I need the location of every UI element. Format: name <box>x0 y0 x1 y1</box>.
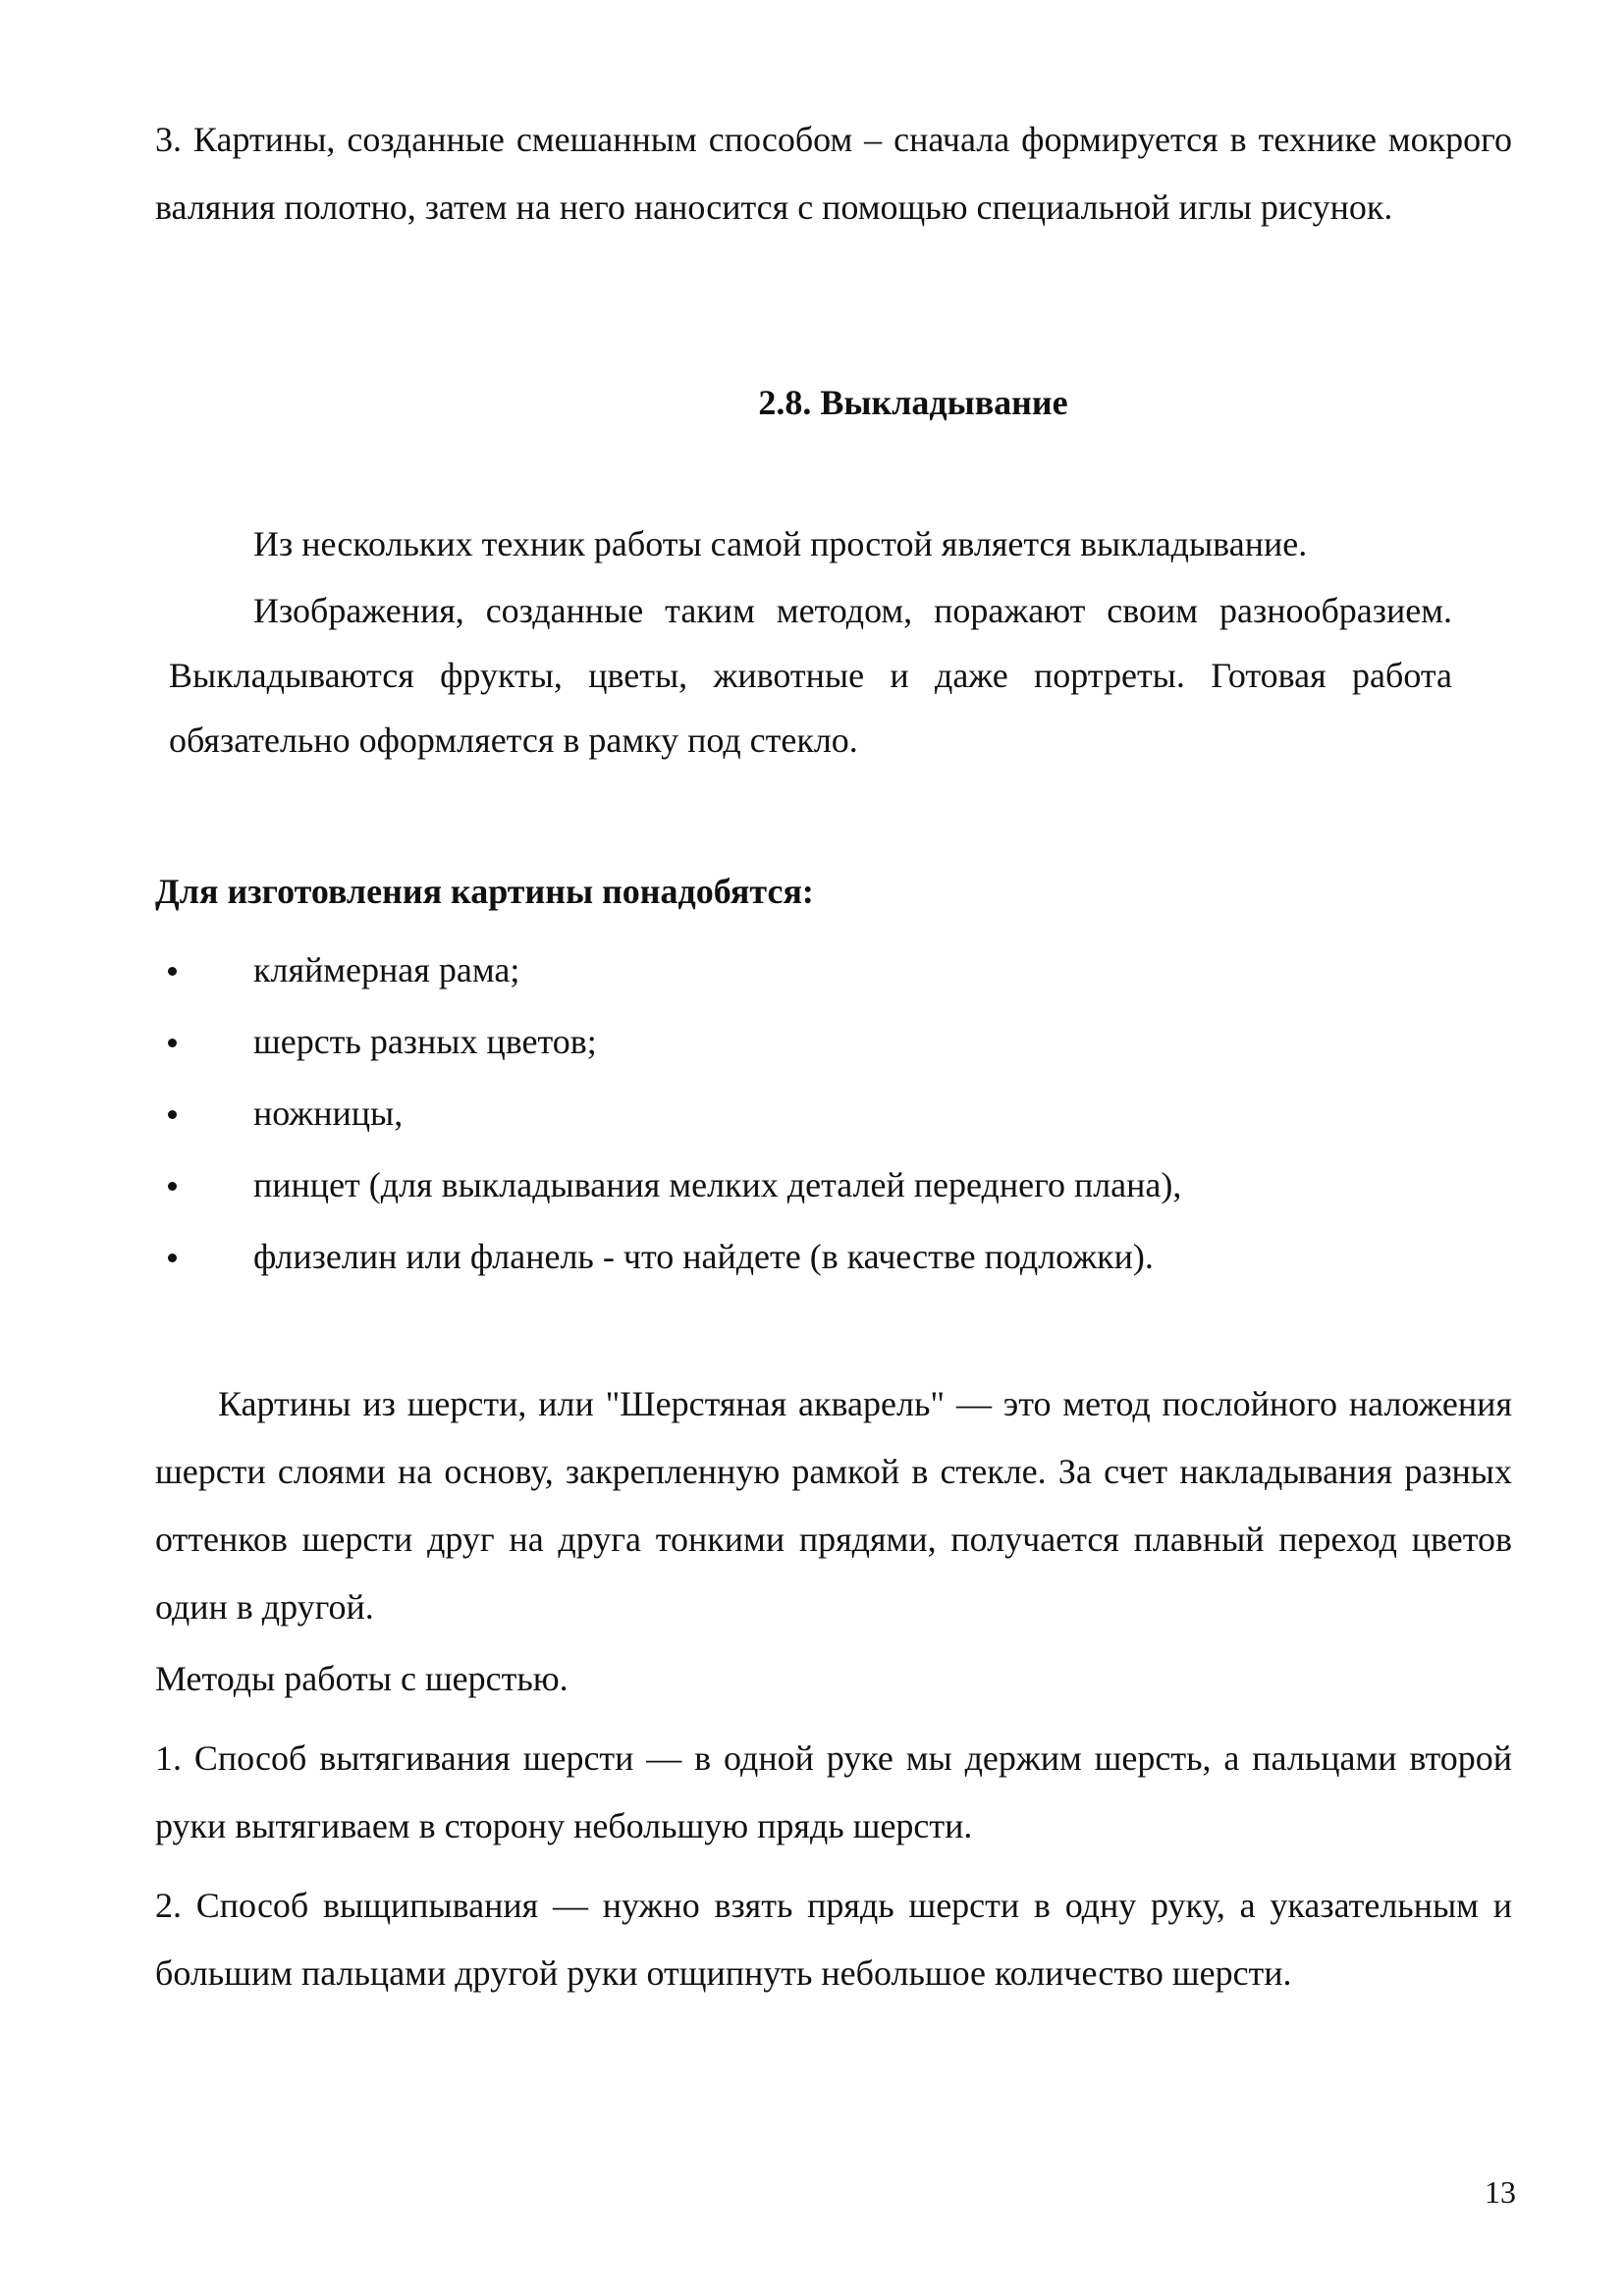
paragraph-wool-watercolor: Картины из шерсти, или "Шерстяная акварель" — это метод послойного наложения шерсти слоями на основу, закрепленную рамкой в стекле. За счет накладывания разных оттенков шерсти друг на друга тонкими прядями, получается плавный переход цветов один в другой. <box>155 1384 1512 1627</box>
section-heading: 2.8. Выкладывание <box>758 383 1068 422</box>
bullet-icon <box>168 1110 177 1119</box>
bullet-icon <box>168 967 177 976</box>
list-item-text: флизелин или фланель - что найдете (в качестве подложки). <box>253 1237 1154 1276</box>
list-item <box>155 1155 1512 1227</box>
paragraph-mixed-method: 3. Картины, созданные смешанным способом – сначала формируется в технике мокрого валяния полотно, затем на него наносится с помощью специальной иглы рисунок. <box>155 120 1512 227</box>
list-item <box>155 1227 1512 1299</box>
bullet-icon <box>168 1039 177 1047</box>
list-item-text: ножницы, <box>253 1094 404 1133</box>
materials-list <box>155 940 1512 1299</box>
list-item <box>155 940 1512 1012</box>
paragraph-intro: Из нескольких техник работы самой простой является выкладывание. <box>253 524 1308 563</box>
materials-heading: Для изготовления картины понадобятся: <box>155 872 814 911</box>
paragraph-methods-title: Методы работы с шерстью. <box>155 1659 568 1698</box>
list-item-text: шерсть разных цветов; <box>253 1022 597 1061</box>
list-item <box>155 1084 1512 1155</box>
bullet-icon <box>168 1182 177 1191</box>
list-item-text: пинцет (для выкладывания мелких деталей переднего плана), <box>253 1165 1182 1204</box>
paragraph-method-pinching: 2. Способ выщипывания — нужно взять прядь шерсти в одну руку, а указательным и большим пальцами другой руки отщипнуть небольшое количество шерсти. <box>155 1886 1512 1993</box>
paragraph-images: Изображения, созданные таким методом, поражают своим разнообразием. Выкладываются фрукты, цветы, животные и даже портреты. Готовая работа обязательно оформляется в рамку под стекло. <box>169 591 1452 760</box>
list-item-text: кляймерная рама; <box>253 950 520 989</box>
bullet-icon <box>168 1254 177 1262</box>
page-number: 13 <box>1485 2174 1516 2210</box>
list-item <box>155 1012 1512 1084</box>
paragraph-method-pulling: 1. Способ вытягивания шерсти — в одной руке мы держим шерсть, а пальцами второй руки вытягиваем в сторону небольшую прядь шерсти. <box>155 1738 1512 1845</box>
